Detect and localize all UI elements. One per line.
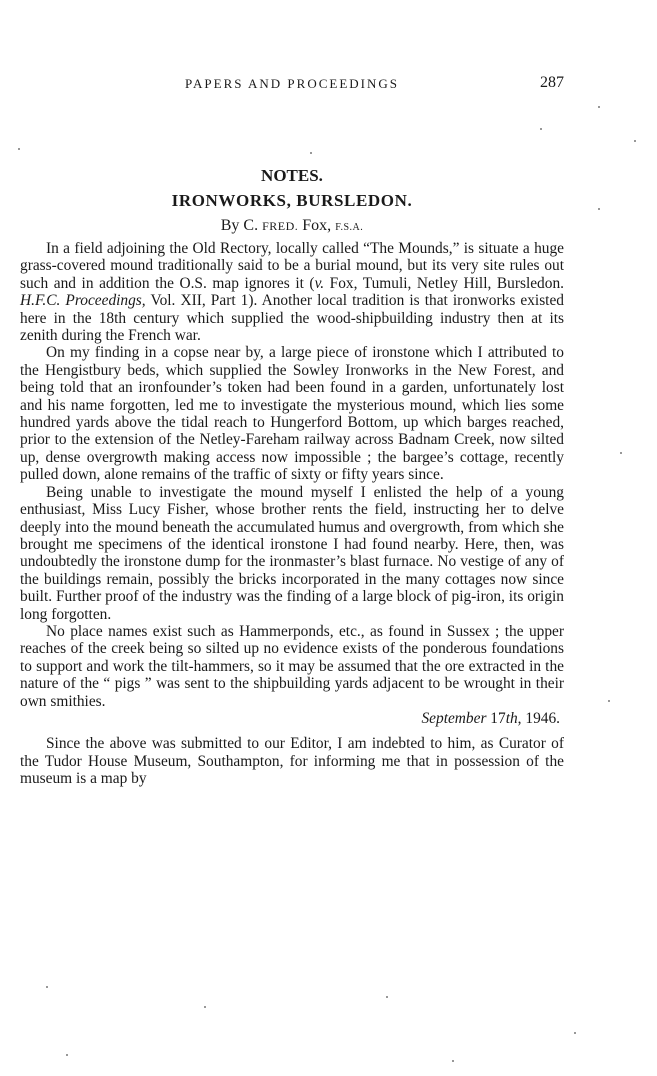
speck <box>66 1054 68 1056</box>
speck <box>634 140 636 142</box>
speck <box>310 152 312 154</box>
paragraph-1-text-a: In a field adjoining the Old Rectory, locally called “The Mounds,” is situate a huge grass-covered mound traditionally said to be a burial mound, but its very site rules out such and in addition the O.S. map ignores it ( <box>20 240 564 292</box>
speck <box>598 208 600 210</box>
running-head <box>20 74 564 94</box>
dateline-day: 17 <box>486 709 506 727</box>
paragraph-2: On my finding in a copse near by, a large piece of ironstone which I attributed to the Hengistbury beds, which supplied the Sowley Ironworks in the New Forest, and being told that an ironfounder’s token had been found in a garden, unfortunately lost and his name forgotten, led me to investigate the mysterious mound, which lies some hundred yards above the tidal reach to Hungerford Bottom, up which barges reached, prior to the extension of the Netley-Fareham railway across Badnam Creek, now silted up, dense overgrowth making access now impossible ; the bargee’s cottage, recently pulled down, alone remains of the traffic of sixty or fifty years since. <box>20 344 564 484</box>
byline-post-nominal: F.S.A. <box>335 222 364 233</box>
byline-first-name: FRED. <box>262 219 299 233</box>
byline-surname: Fox, <box>298 217 336 234</box>
paragraph-1-text-c: Vol. XII, Part 1). Another local tradition is that ironworks existed here in the 18th century which supplied the wood-shipbuilding industry then at its zenith during the French war. <box>20 292 564 345</box>
speck <box>620 452 622 454</box>
speck <box>540 128 542 130</box>
paragraph-1-journal: H.F.C. Proceedings, <box>20 292 146 310</box>
paragraph-1-text-b: Fox, Tumuli, Netley Hill, Bursledon. <box>324 274 564 292</box>
speck <box>386 996 388 998</box>
speck <box>452 1060 454 1062</box>
running-title: PAPERS AND PROCEEDINGS <box>184 76 399 91</box>
speck <box>608 700 610 702</box>
speck <box>204 1006 206 1008</box>
byline-prefix: By C. <box>220 217 263 234</box>
article-body <box>20 240 564 788</box>
dateline-month: September <box>421 709 487 727</box>
speck <box>598 106 600 108</box>
dateline-day-suffix: th <box>505 709 518 727</box>
section-heading: NOTES. <box>261 166 323 185</box>
paragraph-5: Since the above was submitted to our Editor, I am indebted to him, as Curator of the Tudor House Museum, Southampton, for informing me that in possession of the museum is a map by <box>20 735 564 788</box>
paragraph-1 <box>20 240 564 344</box>
byline <box>20 217 564 235</box>
dateline <box>20 710 564 727</box>
paragraph-4: No place names exist such as Hammerponds, etc., as found in Sussex ; the upper reaches of the creek being so silted up no evidence exists of the ponderous foundations to support and work the tilt-hammers, so it may be assumed that the ore extracted in the nature of the “ pigs ” was sent to the shipbuilding yards adjacent to be wrought in their own smithies. <box>20 622 564 710</box>
page-number: 287 <box>540 74 564 91</box>
speck <box>46 986 48 988</box>
paragraph-3: Being unable to investigate the mound myself I enlisted the help of a young enthusiast, Miss Lucy Fisher, whose brother rents the field, instructing her to delve deeply into the mound beneath the accumulated humus and overgrowth, from which she brought me specimens of the identical ironstone I had found nearby. Here, then, was undoubtedly the ironstone dump for the ironmaster’s blast furnace. No vestige of any of the buildings remain, possibly the bricks incorporated in the many cottages now since built. Further proof of the industry was the finding of a large block of pig-iron, its origin long forgotten. <box>20 483 564 623</box>
article-title: IRONWORKS, BURSLEDON. <box>171 191 413 210</box>
dateline-year: , 1946. <box>517 709 560 727</box>
speck <box>574 1032 576 1034</box>
speck <box>18 148 20 150</box>
paragraph-1-vide: v. <box>314 274 325 292</box>
